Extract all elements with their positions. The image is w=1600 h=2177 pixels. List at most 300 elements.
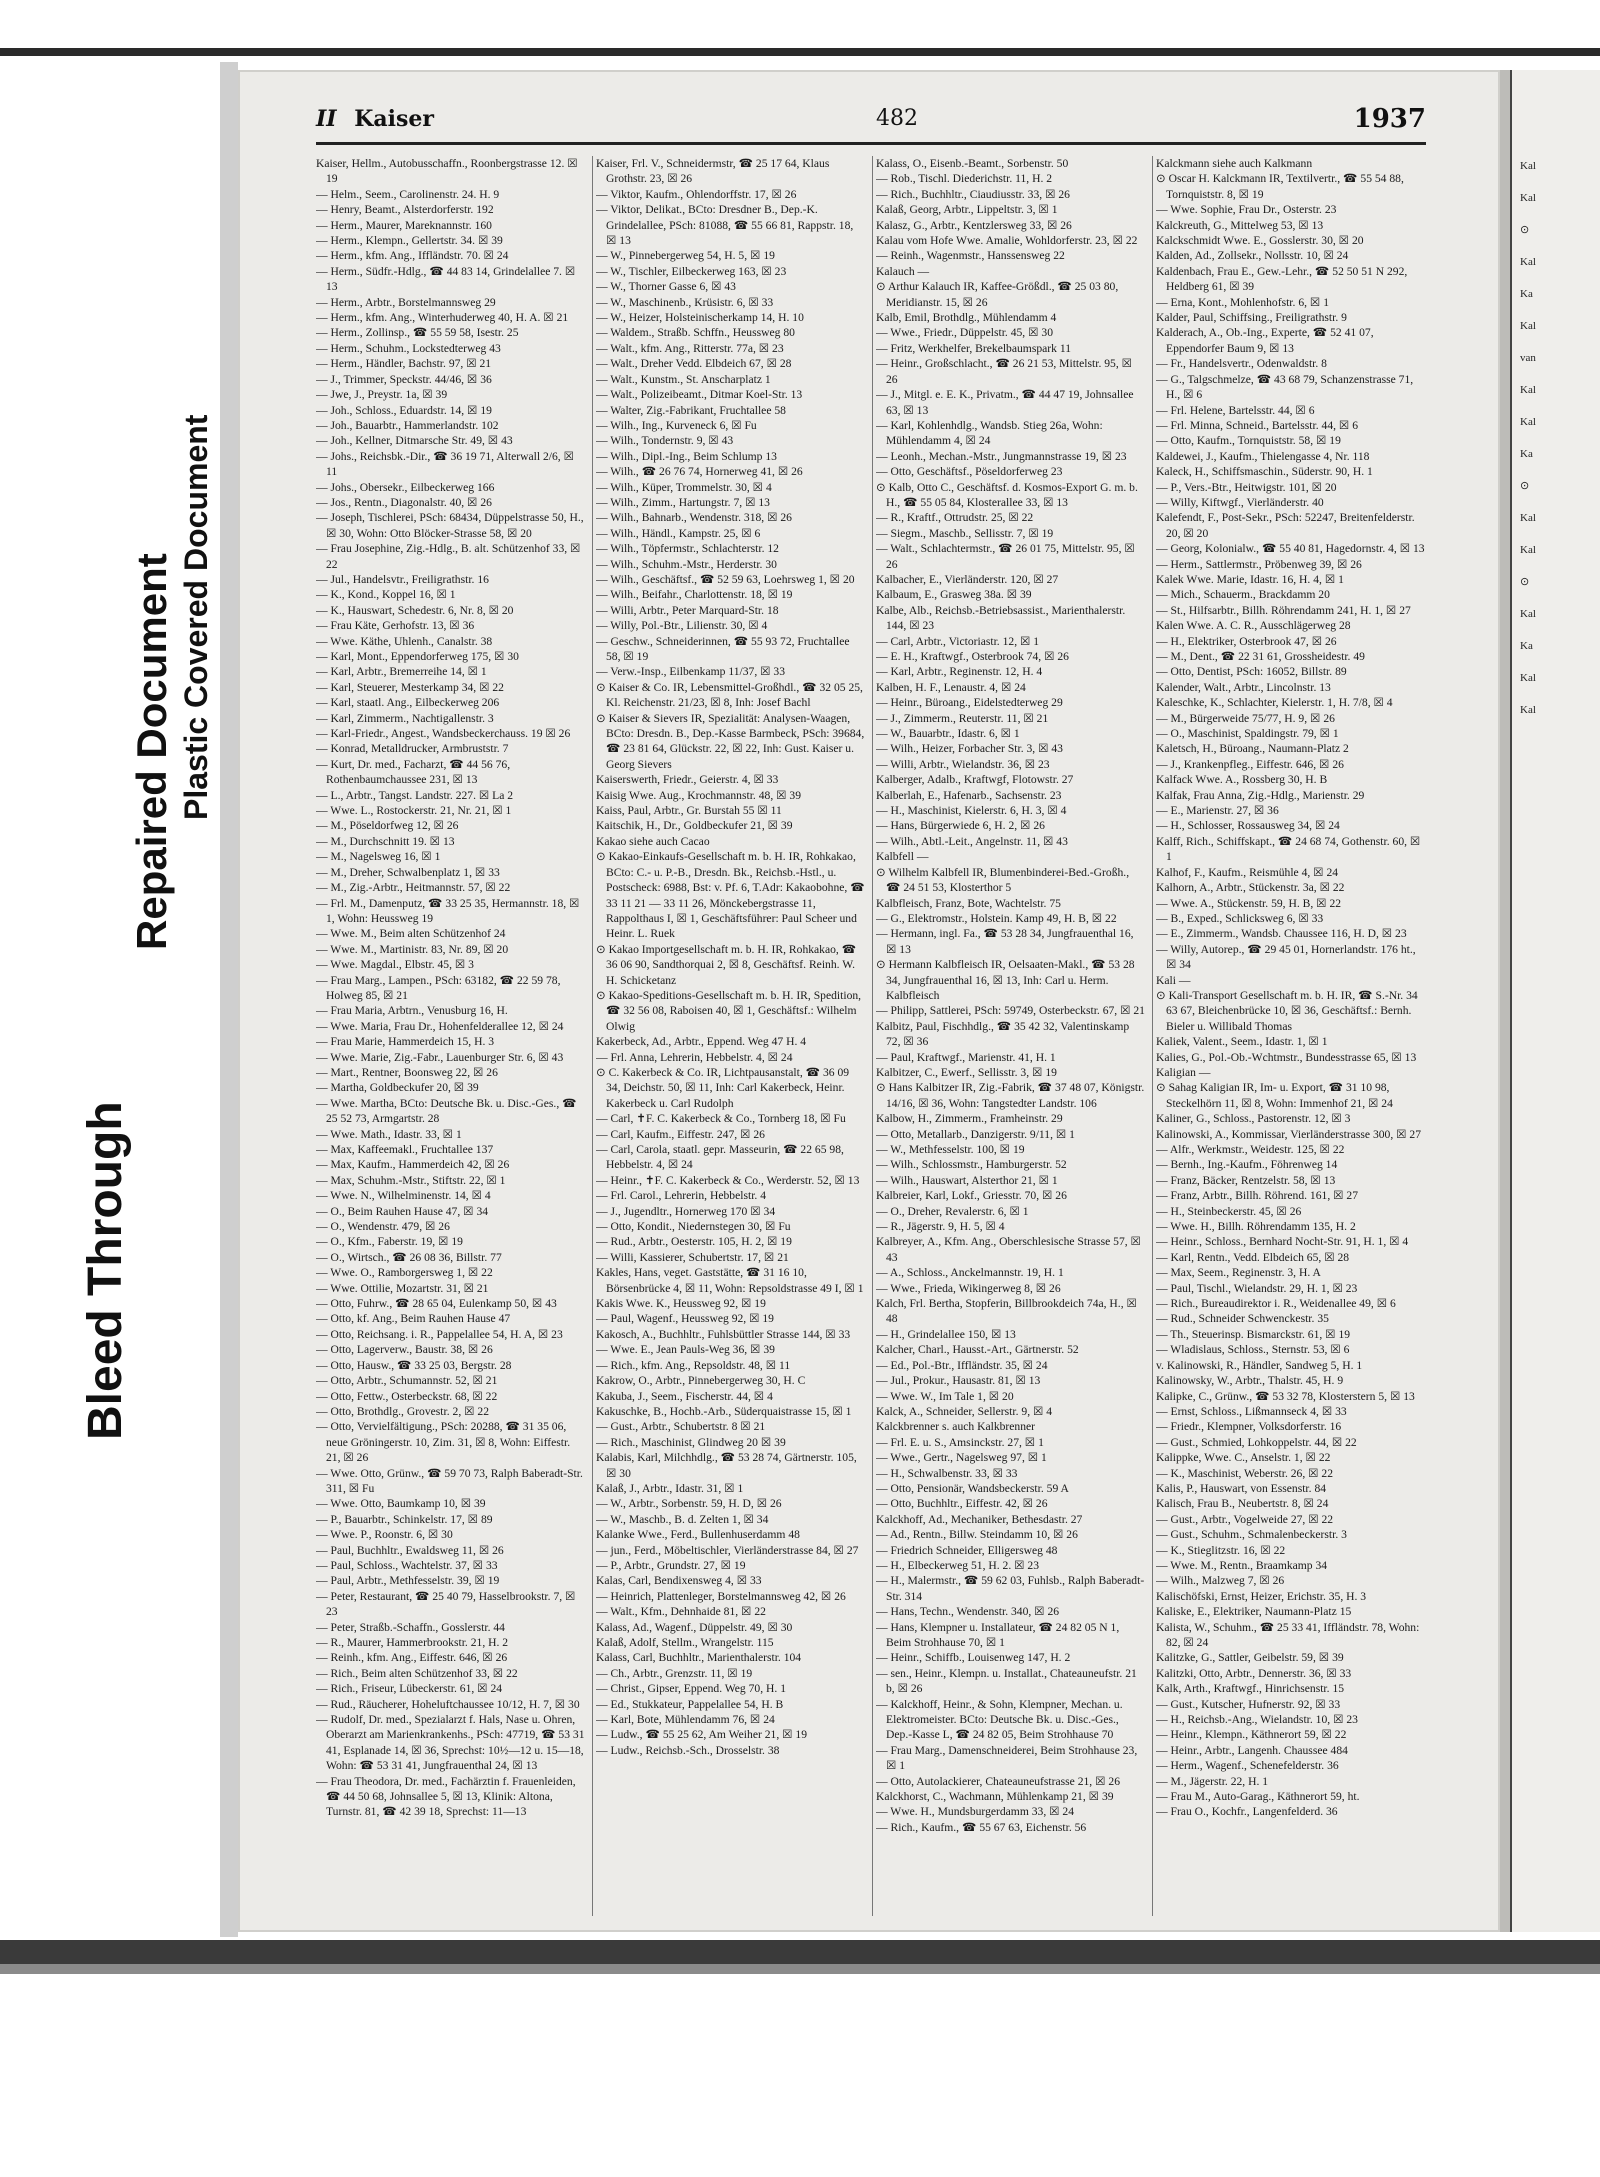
directory-entry: — W., Maschb., B. d. Zelten 1, ☒ 34: [596, 1512, 769, 1526]
directory-entry: — M., Pöseldorfweg 12, ☒ 26: [316, 819, 459, 833]
directory-entry: — Wilh., Heizer, Forbacher Str. 3, ☒ 43: [876, 742, 1063, 756]
directory-entry: — Wilh., Beifahr., Charlottenstr. 18, ☒ 19: [596, 588, 793, 602]
directory-entry: — Wilh., Schuhm.-Mstr., Herderstr. 30: [596, 557, 777, 571]
directory-entry: — Friedr., Klempner, Volksdorferstr. 16: [1156, 1420, 1342, 1434]
directory-entry: — Henry, Beamt., Alsterdorferstr. 192: [316, 203, 494, 217]
directory-entry: Kalckhoff, Ad., Mechaniker, Bethesdastr. 27: [876, 1512, 1083, 1526]
directory-entry: — Geschw., Schneiderinnen, ☎ 55 93 72, Fruchtallee 58, ☒ 19: [596, 634, 850, 663]
directory-entry: — W., Arbtr., Sorbenstr. 59, H. D, ☒ 26: [596, 1497, 782, 1511]
directory-entry: — Ernst, Schloss., Lißmannseck 4, ☒ 33: [1156, 1404, 1347, 1418]
directory-entry: Kali —: [1156, 973, 1191, 987]
directory-entry: — Willy, Pol.-Btr., Lilienstr. 30, ☒ 4: [596, 619, 768, 633]
directory-entry: Kalberlah, E., Hafenarb., Sachsenstr. 23: [876, 788, 1062, 802]
directory-entry: — Otto, Dentist, PSch: 16052, Billstr. 89: [1156, 665, 1347, 679]
directory-entry: Kaiserswerth, Friedr., Geierstr. 4, ☒ 33: [596, 773, 779, 787]
directory-entry: — Herm., Sattlermstr., Pröbenweg 39, ☒ 26: [1156, 557, 1362, 571]
directory-entry: — Otto, Autolackierer, Chateauneufstrasse 21, ☒ 26: [876, 1774, 1120, 1788]
directory-entry: — Wwe. A., Stückenstr. 59, H. B, ☒ 22: [1156, 896, 1342, 910]
directory-entry: — J., Jugendltr., Hornerweg 170 ☒ 34: [596, 1204, 776, 1218]
directory-entry: — M., Nagelsweg 16, ☒ 1: [316, 850, 441, 864]
directory-entry: — Carl, Kaufm., Eiffestr. 247, ☒ 26: [596, 1127, 765, 1141]
directory-entry: — Reinh., Wagenmstr., Hanssensweg 22: [876, 249, 1065, 263]
directory-entry: — Wilh., Tondernstr. 9, ☒ 43: [596, 434, 734, 448]
directory-entry: — Jul., Handelsvtr., Freiligrathstr. 16: [316, 572, 489, 586]
directory-entry: Kalaß, Georg, Arbtr., Lippeltstr. 3, ☒ 1: [876, 203, 1058, 217]
directory-entry: — Otto, Kaufm., Tornquiststr. 58, ☒ 19: [1156, 434, 1341, 448]
directory-entry: — Gust., Schuhm., Schmalenbeckerstr. 3: [1156, 1528, 1347, 1542]
directory-entry: Kalass, Ad., Wagenf., Düppelstr. 49, ☒ 30: [596, 1620, 793, 1634]
directory-entry: — Frau Marg., Damenschneiderei, Beim Strohhause 23, ☒ 1: [876, 1743, 1138, 1773]
directory-entry: Kalden, Ad., Zollsekr., Nollsstr. 10, ☒ 24: [1156, 249, 1349, 263]
directory-entry: — Willy, Kiftwgf., Vierländerstr. 40: [1156, 495, 1324, 509]
directory-entry: — Frl. M., Damenputz, ☎ 33 25 35, Hermannstr. 18, ☒ 1, Wohn: Heussweg 19: [316, 896, 580, 925]
directory-entry: Kalbaum, E., Grasweg 38a. ☒ 39: [876, 588, 1032, 602]
directory-entry: — Gust., Kutscher, Hufnerstr. 92, ☒ 33: [1156, 1697, 1341, 1711]
directory-entry: — H., Malermstr., ☎ 59 62 03, Fuhlsb., Ralph Baberadt-Str. 314: [876, 1574, 1145, 1603]
directory-entry: ⊙ Kakao Importgesellschaft m. b. H. IR, Rohkakao, ☎ 36 06 90, Sandthorquai 2, ☒ 8, Geschäftsf. Reinh. W. H. Schicketanz: [596, 942, 857, 987]
directory-entry: ⊙ Hans Kalbitzer IR, Zig.-Fabrik, ☎ 37 48 07, Königstr. 14/16, ☒ 36, Wohn: Tangstedter Landstr. 106: [876, 1081, 1145, 1110]
section-numeral: II: [316, 106, 337, 132]
directory-entry: — Wwe., Gertr., Nagelsweg 97, ☒ 1: [876, 1451, 1047, 1465]
directory-entry: — Georg, Kolonialw., ☎ 55 40 81, Hagedornstr. 4, ☒ 13: [1156, 542, 1425, 556]
directory-entry: — Otto, Metallarb., Danzigerstr. 9/11, ☒ 1: [876, 1127, 1075, 1141]
column-divider: [1152, 156, 1153, 1916]
directory-entry: — Heinr., Klempn., Käthnerort 59, ☒ 22: [1156, 1728, 1347, 1742]
directory-entry: — Herm., Zollinsp., ☎ 55 59 58, Isestr. 25: [316, 326, 519, 340]
directory-entry: — O., Kfm., Faberstr. 19, ☒ 19: [316, 1235, 463, 1249]
side-labels: [0, 0, 230, 2177]
directory-entry: — A., Schloss., Anckelmannstr. 19, H. 1: [876, 1266, 1064, 1280]
directory-entry: — Herm., kfm. Ang., Winterhuderweg 40, H. A. ☒ 21: [316, 311, 569, 325]
directory-entry: — Jul., Prokur., Hausastr. 81, ☒ 13: [876, 1374, 1041, 1388]
directory-entry: — Helm., Seem., Carolinenstr. 24. H. 9: [316, 187, 500, 201]
directory-entry: Kalbe, Alb., Reichsb.-Betriebsassist., Marienthalerstr. 144, ☒ 23: [876, 603, 1126, 633]
directory-entry: Kalasz, G., Arbtr., Kentzlersweg 33, ☒ 26: [876, 218, 1072, 232]
directory-entry: — Jwe, J., Preystr. 1a, ☒ 39: [316, 388, 448, 402]
columns: [316, 156, 1426, 1916]
directory-entry: Kalckmann siehe auch Kalkmann: [1156, 157, 1313, 170]
directory-entry: — Martha, Goldbeckufer 20, ☒ 39: [316, 1081, 479, 1095]
directory-entry: — Ed., Stukkateur, Pappelallee 54, H. B: [596, 1697, 784, 1711]
directory-entry: Kalek Wwe. Marie, Idastr. 16, H. 4, ☒ 1: [1156, 572, 1344, 586]
directory-entry: — Hans, Bürgerwiede 6, H. 2, ☒ 26: [876, 819, 1045, 833]
directory-entry: ⊙ Kaiser & Sievers IR, Spezialität: Analysen-Waagen, BCto: Dresdn. B., Dep.-Kasse Barmbeck, PSch: 39684, ☎ 23 81 64, Glückstr. 22, ☒ 22, Inh: Gust. Kaiser u. Georg Sievers: [596, 711, 865, 771]
directory-entry: — Hermann, ingl. Fa., ☎ 53 28 34, Jungfrauenthal 16, ☒ 13: [876, 927, 1134, 956]
directory-entry: Kaleschke, K., Schlachter, Kielerstr. 1, H. 7/8, ☒ 4: [1156, 696, 1393, 710]
directory-entry: Kalinowski, A., Kommissar, Vierländerstrasse 300, ☒ 27: [1156, 1127, 1422, 1141]
directory-entry: — Karl, staatl. Ang., Eilbeckerweg 206: [316, 696, 500, 710]
sliver-fragment: Kal: [1520, 256, 1536, 268]
directory-entry: Kalbreier, Karl, Lokf., Griesstr. 70, ☒ 26: [876, 1189, 1067, 1203]
directory-entry: — Otto, Fettw., Osterbeckstr. 68, ☒ 22: [316, 1389, 498, 1403]
directory-entry: — Karl-Friedr., Angest., Wandsbeckerchauss. 19 ☒ 26: [316, 727, 571, 741]
directory-entry: Kakao siehe auch Cacao: [596, 834, 710, 848]
directory-entry: — Rud., Schneider Schwenckestr. 35: [1156, 1312, 1329, 1326]
running-head: [316, 106, 434, 132]
directory-entry: — Rich., Friseur, Lübeckerstr. 61, ☒ 24: [316, 1682, 503, 1696]
directory-entry: Kalbreyer, A., Kfm. Ang., Oberschlesische Strasse 57, ☒ 43: [876, 1235, 1141, 1264]
directory-entry: ⊙ Kakao-Einkaufs-Gesellschaft m. b. H. IR, Rohkakao, BCto: C.- u. P.-B., Dresdn. Bk., Reichsb.-Hstl., u. Postscheck: 6988, Bst: v. Pf. 6, T.Adr: Kakaobohne, ☎ 33 11 21 — 33 11 26, Mönckebergstrasse 11, Rappolthaus I, ☒ 1, Geschäftsführer: Paul Scheer und Heinr. L. Ruek: [596, 850, 865, 941]
directory-entry: Kalch, Frl. Bertha, Stopferin, Billbrookdeich 74a, H., ☒ 48: [876, 1297, 1137, 1326]
directory-entry: — Wwe. Ottilie, Mozartstr. 31, ☒ 21: [316, 1281, 489, 1295]
directory-entry: — Peter, Restaurant, ☎ 25 40 79, Hasselbrookstr. 7, ☒ 23: [316, 1589, 576, 1619]
directory-entry: — Franz, Bäcker, Rentzelstr. 58, ☒ 13: [1156, 1173, 1336, 1187]
directory-entry: — Otto, Lagerverw., Baustr. 38, ☒ 26: [316, 1343, 493, 1357]
directory-entry: — Paul, Kraftwgf., Marienstr. 41, H. 1: [876, 1050, 1056, 1064]
directory-entry: — Fritz, Werkhelfer, Brekelbaumspark 11: [876, 341, 1071, 355]
column-divider: [872, 156, 873, 1916]
directory-entry: — Walt., Kfm., Dehnhaide 81, ☒ 22: [596, 1605, 766, 1619]
directory-entry: — Wladislaus, Schloss., Sternstr. 53, ☒ 6: [1156, 1343, 1350, 1357]
directory-entry: — W., Bauarbtr., Idastr. 6, ☒ 1: [876, 727, 1020, 741]
directory-entry: ⊙ Kaiser & Co. IR, Lebensmittel-Großhdl., ☎ 32 05 25, Kl. Reichenstr. 21/23, ☒ 8, Inh: Josef Bachl: [596, 680, 863, 710]
directory-entry: Kalbfleisch, Franz, Bote, Wachtelstr. 75: [876, 896, 1061, 910]
directory-entry: — K., Hauswart, Schedestr. 6, Nr. 8, ☒ 20: [316, 603, 514, 617]
bleed-through-label: Bleed Through: [79, 1101, 132, 1440]
directory-entry: — Otto, Geschäftsf., Pöseldorferweg 23: [876, 465, 1063, 479]
directory-entry: — Herm., Klempn., Gellertstr. 34. ☒ 39: [316, 234, 503, 248]
directory-entry: — Heinr., Arbtr., Langenh. Chaussee 484: [1156, 1743, 1348, 1757]
directory-entry: — Ch., Arbtr., Grenzstr. 11, ☒ 19: [596, 1666, 753, 1680]
page-header: [316, 106, 1426, 144]
directory-entry: — O., Maschinist, Spaldingstr. 79, ☒ 1: [1156, 727, 1339, 741]
directory-entry: — Heinr., ✝F. C. Kakerbeck & Co., Werderstr. 52, ☒ 13: [596, 1173, 860, 1187]
sliver-fragment: Ka: [1520, 640, 1533, 652]
directory-entry: — Heinr., Großschlacht., ☎ 26 21 53, Mittelstr. 95, ☒ 26: [876, 357, 1133, 386]
directory-entry: Kaldenbach, Frau E., Gew.-Lehr., ☎ 52 50 51 N 292, Heldberg 61, ☒ 39: [1156, 264, 1408, 294]
directory-entry: — Leonh., Mechan.-Mstr., Jungmannstrasse 19, ☒ 23: [876, 449, 1127, 463]
directory-entry: — B., Exped., Schlicksweg 6, ☒ 33: [1156, 911, 1324, 925]
directory-entry: — P., Arbtr., Grundstr. 27, ☒ 19: [596, 1558, 746, 1572]
directory-entry: — Walter, Zig.-Fabrikant, Fruchtallee 58: [596, 403, 786, 417]
sliver-fragment: Ka: [1520, 448, 1533, 460]
sliver-fragment: Kal: [1520, 608, 1536, 620]
directory-entry: Kalis, P., Hauswart, von Essenstr. 84: [1156, 1481, 1327, 1495]
directory-entry: Kalischöfski, Ernst, Heizer, Erichstr. 35, H. 3: [1156, 1589, 1367, 1603]
directory-entry: — Rich., Bureaudirektor i. R., Weidenallee 49, ☒ 6: [1156, 1297, 1396, 1311]
directory-entry: — Willy, Autorep., ☎ 29 45 01, Hornerlandstr. 176 ht., ☒ 34: [1156, 942, 1416, 972]
directory-entry: — Wilh., Abtl.-Leit., Angelnstr. 11, ☒ 43: [876, 834, 1068, 848]
next-page-sliver: [1510, 70, 1600, 1932]
directory-entry: — Wwe. Martha, BCto: Deutsche Bk. u. Disc.-Ges., ☎ 25 52 73, Armgartstr. 28: [316, 1096, 577, 1126]
directory-entry: — Ludw., Reichsb.-Sch., Drosselstr. 38: [596, 1743, 780, 1757]
directory-entry: — M., Dent., ☎ 22 31 61, Grossheidestr. 49: [1156, 650, 1365, 663]
directory-entry: — Mich., Schauerm., Brackdamm 20: [1156, 588, 1330, 602]
directory-entry: — Rich., Buchhltr., Ciaudiusstr. 33, ☒ 26: [876, 187, 1070, 201]
directory-entry: Kakuba, J., Seem., Fischerstr. 44, ☒ 4: [596, 1389, 773, 1403]
sliver-fragment: Kal: [1520, 416, 1536, 428]
directory-entry: Kakrow, O., Arbtr., Pinnebergerweg 30, H. C: [596, 1374, 806, 1388]
directory-entry: Kalanke Wwe., Ferd., Bullenhuserdamm 48: [596, 1528, 800, 1542]
sliver-fragment: Kal: [1520, 672, 1536, 684]
directory-entry: — E., Marienstr. 27, ☒ 36: [1156, 804, 1279, 818]
directory-entry: Kaiser, Hellm., Autobusschaffn., Roonbergstrasse 12. ☒ 19: [316, 157, 578, 186]
directory-entry: — Otto, Kondit., Niedernstegen 30, ☒ Fu: [596, 1220, 791, 1234]
directory-entry: — Frau Marie, Hammerdeich 15, H. 3: [316, 1035, 495, 1049]
directory-entry: Kaiser, Frl. V., Schneidermstr, ☎ 25 17 64, Klaus Grothstr. 23, ☒ 26: [596, 157, 830, 186]
directory-entry: — Wilh., Hauswart, Alsterthor 21, ☒ 1: [876, 1173, 1058, 1187]
directory-entry: Kalbow, H., Zimmerm., Framheinstr. 29: [876, 1112, 1063, 1126]
directory-entry: — Wwe., Frieda, Wikingerweg 8, ☒ 26: [876, 1281, 1061, 1295]
directory-entry: — W., Methfesselstr. 100, ☒ 19: [876, 1143, 1025, 1156]
directory-entry: — Paul, Wagenf., Heussweg 92, ☒ 19: [596, 1312, 774, 1326]
directory-entry: — Carl, Carola, staatl. gepr. Masseurin, ☎ 22 65 98, Hebbelstr. 4, ☒ 24: [596, 1143, 844, 1172]
directory-entry: — Karl, Zimmerm., Nachtigallenstr. 3: [316, 711, 494, 725]
directory-entry: Kalbitzer, C., Ewerf., Sellisstr. 3, ☒ 19: [876, 1065, 1057, 1079]
directory-entry: Kalies, G., Pol.-Ob.-Wchtmstr., Bundesstrasse 65, ☒ 13: [1156, 1050, 1417, 1064]
directory-entry: — M., Bürgerweide 75/77, H. 9, ☒ 26: [1156, 711, 1335, 725]
directory-entry: — Max, Kaffeemakl., Fruchtallee 137: [316, 1143, 494, 1156]
directory-entry: — M., Durchschnitt 19. ☒ 13: [316, 834, 455, 848]
directory-entry: — sen., Heinr., Klempn. u. Installat., Chateauneufstr. 21 b, ☒ 26: [876, 1666, 1137, 1696]
directory-entry: — K., Kond., Koppel 16, ☒ 1: [316, 588, 456, 602]
directory-entry: — O., Wendenstr. 479, ☒ 26: [316, 1220, 450, 1234]
directory-entry: — Wilh., Dipl.-Ing., Beim Schlump 13: [596, 449, 777, 463]
directory-entry: — H., Maschinist, Kielerstr. 6, H. 3, ☒ 4: [876, 804, 1067, 818]
directory-entry: Kalitzki, Otto, Arbtr., Dennerstr. 36, ☒ 33: [1156, 1666, 1352, 1680]
directory-entry: — M., Zig.-Arbtr., Heitmannstr. 57, ☒ 22: [316, 881, 511, 895]
directory-entry: Kaisig Wwe. Aug., Krochmannstr. 48, ☒ 39: [596, 788, 801, 802]
directory-entry: Kalben, H. F., Lenaustr. 4, ☒ 24: [876, 680, 1026, 694]
directory-entry: Kalck, A., Schneider, Sellerstr. 9, ☒ 4: [876, 1404, 1053, 1418]
directory-entry: — Walt., Kunstm., St. Anscharplatz 1: [596, 372, 771, 386]
directory-entry: — Max, Kaufm., Hammerdeich 42, ☒ 26: [316, 1158, 510, 1172]
directory-entry: — Wwe. H., Billh. Röhrendamm 135, H. 2: [1156, 1220, 1356, 1234]
directory-entry: ⊙ Kali-Transport Gesellschaft m. b. H. IR, ☎ S.-Nr. 34 63 67, Bleichenbrücke 10, ☒ 36, Geschäftsf.: Bernh. Bieler u. Willibald Thomas: [1156, 988, 1418, 1033]
directory-entry: — Heinr., Büroang., Eidelstedterweg 29: [876, 696, 1063, 710]
directory-entry: — Wwe. Marie, Zig.-Fabr., Lauenburger Str. 6, ☒ 43: [316, 1050, 564, 1064]
column-2: [596, 156, 866, 1916]
directory-entry: ⊙ Kakao-Speditions-Gesellschaft m. b. H. IR, Spedition, ☎ 32 56 08, Raboisen 40, ☒ 1, Geschäftsf.: Wilhelm Olwig: [596, 988, 862, 1033]
directory-entry: Kalckreuth, G., Mittelweg 53, ☒ 13: [1156, 218, 1324, 232]
directory-entry: Kaldewei, J., Kaufm., Thielengasse 4, Nr. 118: [1156, 449, 1370, 463]
directory-entry: — Waldem., Straßb. Schffn., Heussweg 80: [596, 326, 795, 340]
directory-entry: Kalderach, A., Ob.-Ing., Experte, ☎ 52 41 07, Eppendorfer Baum 9, ☒ 13: [1156, 326, 1374, 355]
directory-entry: — Otto, Fuhrw., ☎ 28 65 04, Eulenkamp 50, ☒ 43: [316, 1297, 557, 1311]
section-title: Kaiser: [354, 106, 434, 132]
directory-entry: — Joh., Schloss., Eduardstr. 14, ☒ 19: [316, 403, 492, 417]
directory-entry: — W., Tischler, Eilbeckerweg 163, ☒ 23: [596, 264, 787, 278]
directory-entry: Kalberger, Adalb., Kraftwgf, Flotowstr. 27: [876, 773, 1074, 787]
directory-entry: Kalaß, J., Arbtr., Idastr. 31, ☒ 1: [596, 1481, 744, 1495]
directory-entry: Kalckschmidt Wwe. E., Gosslerstr. 30, ☒ 20: [1156, 234, 1364, 248]
directory-entry: — Joh., Bauarbtr., Hammerlandstr. 102: [316, 418, 499, 432]
directory-entry: — Karl, Kohlenhdlg., Wandsb. Stieg 26a, Wohn: Mühlendamm 4, ☒ 24: [876, 418, 1103, 448]
sliver-fragment: Kal: [1520, 160, 1536, 172]
directory-entry: — Wwe. Math., Idastr. 33, ☒ 1: [316, 1127, 462, 1141]
plastic-covered-label: Plastic Covered Document: [178, 414, 214, 820]
directory-entry: — H., Elbeckerweg 51, H. 2. ☒ 23: [876, 1558, 1040, 1572]
directory-entry: — Rich., Beim alten Schützenhof 33, ☒ 22: [316, 1666, 518, 1680]
directory-entry: ⊙ C. Kakerbeck & Co. IR, Lichtpausanstalt, ☎ 36 09 34, Deichstr. 50, ☒ 11, Inh: Carl Kakerbeck, Heinr. Kakerbeck u. Carl Rudolph: [596, 1065, 850, 1110]
directory-entry: — K., Stieglitzstr. 16, ☒ 22: [1156, 1543, 1286, 1557]
scan-bottom-edge: [0, 1940, 1600, 1964]
directory-entry: Kalauch —: [876, 264, 930, 278]
directory-entry: Kalb, Emil, Brothdlg., Mühlendamm 4: [876, 311, 1057, 325]
directory-entry: Kakerbeck, Ad., Arbtr., Eppend. Weg 47 H. 4: [596, 1035, 807, 1049]
directory-entry: — Walt., Schlachtermstr., ☎ 26 01 75, Mittelstr. 95, ☒ 26: [876, 542, 1135, 571]
directory-entry: — Rich., Kaufm., ☎ 55 67 63, Eichenstr. 56: [876, 1820, 1087, 1834]
page-number: 482: [876, 106, 918, 131]
directory-entry: — E. H., Kraftwgf., Osterbrook 74, ☒ 26: [876, 650, 1069, 663]
sliver-fragment: Kal: [1520, 320, 1536, 332]
directory-entry: — Wwe. P., Roonstr. 6, ☒ 30: [316, 1528, 453, 1542]
directory-entry: — Otto, kf. Ang., Beim Rauhen Hause 47: [316, 1312, 511, 1326]
sliver-fragment: Ka: [1520, 288, 1533, 300]
directory-entry: — Fr., Handelsvertr., Odenwaldstr. 8: [1156, 357, 1327, 371]
directory-entry: — Rud., Arbtr., Oesterstr. 105, H. 2, ☒ 19: [596, 1235, 792, 1249]
directory-entry: — Rich., kfm. Ang., Repsoldstr. 48, ☒ 11: [596, 1358, 791, 1372]
directory-entry: — Friedrich Schneider, Elligersweg 48: [876, 1543, 1058, 1557]
directory-entry: — Carl, ✝F. C. Kakerbeck & Co., Tornberg 18, ☒ Fu: [596, 1112, 846, 1126]
directory-entry: — Wwe. E., Jean Pauls-Weg 36, ☒ 39: [596, 1343, 775, 1357]
directory-entry: — Frl. E. u. S., Amsinckstr. 27, ☒ 1: [876, 1435, 1044, 1449]
directory-entry: Kalfack Wwe. A., Rossberg 30, H. B: [1156, 773, 1328, 787]
directory-entry: — W., Thorner Gasse 6, ☒ 43: [596, 280, 736, 294]
directory-page: [238, 70, 1500, 1932]
directory-entry: — Willi, Arbtr., Peter Marquard-Str. 18: [596, 603, 779, 617]
directory-entry: — Paul, Tischl., Wielandstr. 29, H. 1, ☒ 23: [1156, 1281, 1358, 1295]
directory-entry: — Karl, Steuerer, Mesterkamp 34, ☒ 22: [316, 680, 504, 694]
directory-entry: — H., Schwalbenstr. 33, ☒ 33: [876, 1466, 1018, 1480]
directory-entry: — H., Elektriker, Osterbrook 47, ☒ 26: [1156, 634, 1337, 648]
directory-entry: — Karl, Mont., Eppendorferweg 175, ☒ 30: [316, 650, 519, 663]
directory-entry: — Herm., Maurer, Mareknannstr. 160: [316, 218, 492, 232]
directory-entry: — W., Maschinenb., Krüsistr. 6, ☒ 33: [596, 295, 774, 309]
header-rule: [316, 142, 1426, 145]
directory-entry: — Peter, Straßb.-Schaffn., Gosslerstr. 44: [316, 1620, 505, 1634]
directory-entry: Kaliske, E., Elektriker, Naumann-Platz 15: [1156, 1605, 1352, 1619]
directory-entry: — M., Jägerstr. 22, H. 1: [1156, 1774, 1269, 1788]
directory-entry: — J., Zimmerm., Reuterstr. 11, ☒ 21: [876, 711, 1049, 725]
sliver-fragment: van: [1520, 352, 1536, 364]
directory-entry: — Frau Maria, Arbtrn., Venusburg 16, H.: [316, 1004, 508, 1018]
directory-entry: — Herm., kfm. Ang., Iffländstr. 70. ☒ 24: [316, 249, 509, 263]
directory-entry: — Frau Käte, Gerhofstr. 13, ☒ 36: [316, 619, 475, 633]
directory-entry: Kalbfell —: [876, 850, 929, 864]
directory-entry: Kakuschke, B., Hochb.-Arb., Süderquaistrasse 15, ☒ 1: [596, 1404, 852, 1418]
directory-entry: Kalefendt, F., Post-Sekr., PSch: 52247, Breitenfelderstr. 20, ☒ 20: [1156, 511, 1415, 540]
directory-entry: — H., Schlosser, Rossausweg 34, ☒ 24: [1156, 819, 1340, 833]
directory-entry: — Rudolf, Dr. med., Spezialarzt f. Hals, Nase u. Ohren, Oberarzt am Marienkrankenhs., PSch: 47719, ☎ 53 31 41, Esplanade 14, ☒ 36, Sprechst: 10½—12 u. 15—18, Wohn: ☎ 53 31 41, Jungfrauenthal 24, ☒ 13: [316, 1713, 585, 1773]
sliver-fragment: ⊙: [1520, 480, 1530, 492]
sliver-fragment: Kal: [1520, 704, 1536, 716]
sliver-fragment: Kal: [1520, 384, 1536, 396]
directory-entry: Kalckbrenner s. auch Kalkbrenner: [876, 1420, 1036, 1434]
directory-entry: — Frl. Carol., Lehrerin, Hebbelstr. 4: [596, 1189, 767, 1203]
directory-entry: — Karl, Arbtr., Bremerreihe 14, ☒ 1: [316, 665, 487, 679]
directory-entry: — W., Pinnebergerweg 54, H. 5, ☒ 19: [596, 249, 775, 263]
directory-entry: — Wwe. M., Martinistr. 83, Nr. 89, ☒ 20: [316, 942, 509, 956]
directory-entry: Kalabis, Karl, Milchhdlg., ☎ 53 28 74, Gärtnerstr. 105, ☒ 30: [596, 1451, 857, 1480]
directory-entry: — Max, Schuhm.-Mstr., Stiftstr. 22, ☒ 1: [316, 1173, 506, 1187]
repaired-document-label: Repaired Document: [128, 553, 175, 950]
directory-entry: Kaitschik, H., Dr., Goldbeckufer 21, ☒ 39: [596, 819, 793, 833]
directory-entry: Kaleck, H., Schiffsmaschin., Süderstr. 90, H. 1: [1156, 465, 1373, 479]
directory-entry: — Otto, Brothdlg., Grovestr. 2, ☒ 22: [316, 1404, 490, 1418]
directory-entry: — Heinr., Schloss., Bernhard Nocht-Str. 91, H. 1, ☒ 4: [1156, 1235, 1409, 1249]
directory-entry: — Wwe. Käthe, Uhlenh., Canalstr. 38: [316, 634, 493, 648]
directory-entry: — Johs., Reichsbk.-Dir., ☎ 36 19 71, Alterwall 2/6, ☒ 11: [316, 449, 574, 479]
directory-entry: — Otto, Reichsang. i. R., Pappelallee 54, H. A, ☒ 23: [316, 1327, 563, 1341]
directory-entry: — Frl. Minna, Schneid., Bartelsstr. 44, ☒ 6: [1156, 418, 1359, 432]
directory-entry: — Wwe. M., Rentn., Braamkamp 34: [1156, 1558, 1328, 1572]
directory-entry: Kalfak, Frau Anna, Zig.-Hdlg., Marienstr. 29: [1156, 788, 1365, 802]
directory-entry: — Willi, Arbtr., Wielandstr. 36, ☒ 23: [876, 757, 1050, 771]
directory-entry: Kalhorn, A., Arbtr., Stückenstr. 3a, ☒ 22: [1156, 881, 1345, 895]
directory-entry: — J., Mitgl. e. E. K., Privatm., ☎ 44 47 19, Johnsallee 63, ☒ 13: [876, 388, 1134, 417]
directory-entry: — Erna, Kont., Mohlenhofstr. 6, ☒ 1: [1156, 295, 1330, 309]
directory-entry: Kalen Wwe. A. C. R., Ausschlägerweg 28: [1156, 619, 1351, 633]
directory-entry: ⊙ Wilhelm Kalbfell IR, Blumenbinderei-Bed.-Großh., ☎ 24 51 53, Klosterthor 5: [876, 865, 1130, 895]
directory-entry: — Paul, Buchhltr., Ewaldsweg 11, ☒ 26: [316, 1543, 504, 1557]
directory-entry: — Walt., kfm. Ang., Ritterstr. 77a, ☒ 23: [596, 341, 784, 355]
directory-entry: v. Kalinowski, R., Händler, Sandweg 5, H. 1: [1156, 1358, 1363, 1372]
directory-entry: — Otto, Vervielfältigung., PSch: 20288, ☎ 31 35 06, neue Gröningerstr. 10, Zim. 31, ☒ 8, Wohn: Eiffestr. 21, ☒ 26: [316, 1420, 571, 1465]
directory-entry: — Paul, Schloss., Wachtelstr. 37, ☒ 33: [316, 1558, 498, 1572]
directory-entry: — Walt., Dreher Vedd. Elbdeich 67, ☒ 28: [596, 357, 792, 371]
directory-entry: — Reinh., kfm. Ang., Eiffestr. 646, ☒ 26: [316, 1651, 508, 1665]
directory-entry: Kaiss, Paul, Arbtr., Gr. Burstah 55 ☒ 11: [596, 804, 782, 818]
directory-entry: — Viktor, Kaufm., Ohlendorffstr. 17, ☒ 26: [596, 187, 797, 201]
directory-entry: Kalk, Arth., Kraftwgf., Hinrichsenstr. 15: [1156, 1682, 1345, 1696]
directory-entry: Kaliner, G., Schloss., Pastorenstr. 12, ☒ 3: [1156, 1112, 1351, 1126]
directory-entry: — Otto, Arbtr., Schumannstr. 52, ☒ 21: [316, 1374, 498, 1388]
directory-entry: — H., Reichsb.-Ang., Wielandstr. 10, ☒ 23: [1156, 1713, 1358, 1727]
directory-entry: Kakosch, A., Buchhltr., Fuhlsbüttler Strasse 144, ☒ 33: [596, 1327, 851, 1341]
directory-entry: Kalckhorst, C., Wachmann, Mühlenkamp 21, ☒ 39: [876, 1790, 1114, 1804]
sliver-fragment: Kal: [1520, 512, 1536, 524]
directory-entry: — Otto, Buchhltr., Eiffestr. 42, ☒ 26: [876, 1497, 1048, 1511]
directory-entry: — G., Elektromstr., Holstein. Kamp 49, H. B, ☒ 22: [876, 911, 1117, 925]
directory-entry: Kalender, Walt., Arbtr., Lincolnstr. 13: [1156, 680, 1331, 694]
directory-entry: — H., Steinbeckerstr. 45, ☒ 26: [1156, 1204, 1302, 1218]
directory-entry: — Wwe., Friedr., Düppelstr. 45, ☒ 30: [876, 326, 1053, 340]
scan-left-edge: [220, 62, 238, 1937]
directory-entry: ⊙ Kalb, Otto C., Geschäftsf. d. Kosmos-Export G. m. b. H., ☎ 55 05 84, Klosterallee 33, ☒ 13: [876, 480, 1138, 509]
directory-entry: Kalipke, C., Grünw., ☎ 53 32 78, Klosterstern 5, ☒ 13: [1156, 1389, 1415, 1403]
directory-entry: — Bernh., Ing.-Kaufm., Föhrenweg 14: [1156, 1158, 1338, 1172]
directory-entry: Kalass, O., Eisenb.-Beamt., Sorbenstr. 50: [876, 157, 1069, 170]
directory-entry: — R., Kraftf., Ottrudstr. 25, ☒ 22: [876, 511, 1034, 525]
directory-entry: — Wilh., Händl., Kampstr. 25, ☒ 6: [596, 526, 761, 540]
directory-entry: — Frau M., Auto-Garag., Käthnerort 59, ht.: [1156, 1790, 1360, 1804]
directory-entry: — Wilh., Küper, Trommelstr. 30, ☒ 4: [596, 480, 772, 494]
directory-entry: Kalbacher, E., Vierländerstr. 120, ☒ 27: [876, 572, 1059, 586]
directory-entry: — Wwe. O., Ramborgersweg 1, ☒ 22: [316, 1266, 493, 1280]
directory-entry: ⊙ Arthur Kalauch IR, Kaffee-Größdl., ☎ 25 03 80, Meridianstr. 15, ☒ 26: [876, 280, 1119, 309]
directory-entry: — Wilh., ☎ 26 76 74, Hornerweg 41, ☒ 26: [596, 465, 803, 479]
directory-entry: Kaletsch, H., Büroang., Naumann-Platz 2: [1156, 742, 1349, 756]
directory-entry: Kalisch, Frau B., Neubertstr. 8, ☒ 24: [1156, 1497, 1329, 1511]
directory-entry: Kalau vom Hofe Wwe. Amalie, Wohldorferstr. 23, ☒ 22: [876, 234, 1138, 248]
directory-entry: — Gust., Arbtr., Vogelweide 27, ☒ 22: [1156, 1512, 1334, 1526]
directory-entry: Kalippke, Wwe. C., Anselstr. 1, ☒ 22: [1156, 1451, 1331, 1465]
directory-entry: — O., Wirtsch., ☎ 26 08 36, Billstr. 77: [316, 1250, 502, 1264]
directory-entry: — Carl, Arbtr., Victoriastr. 12, ☒ 1: [876, 634, 1040, 648]
directory-entry: Kaligian —: [1156, 1065, 1211, 1079]
directory-entry: — Walt., Polizeibeamt., Ditmar Koel-Str. 13: [596, 388, 803, 402]
directory-entry: — Wilh., Schlossmstr., Hamburgerstr. 52: [876, 1158, 1067, 1172]
directory-entry: — Ed., Pol.-Btr., Iffländstr. 35, ☒ 24: [876, 1358, 1048, 1372]
directory-entry: — Paul, Arbtr., Methfesselstr. 39, ☒ 19: [316, 1574, 500, 1588]
directory-entry: — Wwe. M., Beim alten Schützenhof 24: [316, 927, 506, 941]
directory-entry: Kalbitz, Paul, Fischhdlg., ☎ 35 42 32, Valentinskamp 72, ☒ 36: [876, 1019, 1130, 1049]
column-1: [316, 156, 586, 1916]
directory-entry: — K., Maschinist, Weberstr. 26, ☒ 22: [1156, 1466, 1334, 1480]
directory-entry: — Otto, Pensionär, Wandsbeckerstr. 59 A: [876, 1481, 1069, 1495]
directory-entry: — Wilh., Bahnarb., Wendenstr. 318, ☒ 26: [596, 511, 792, 525]
